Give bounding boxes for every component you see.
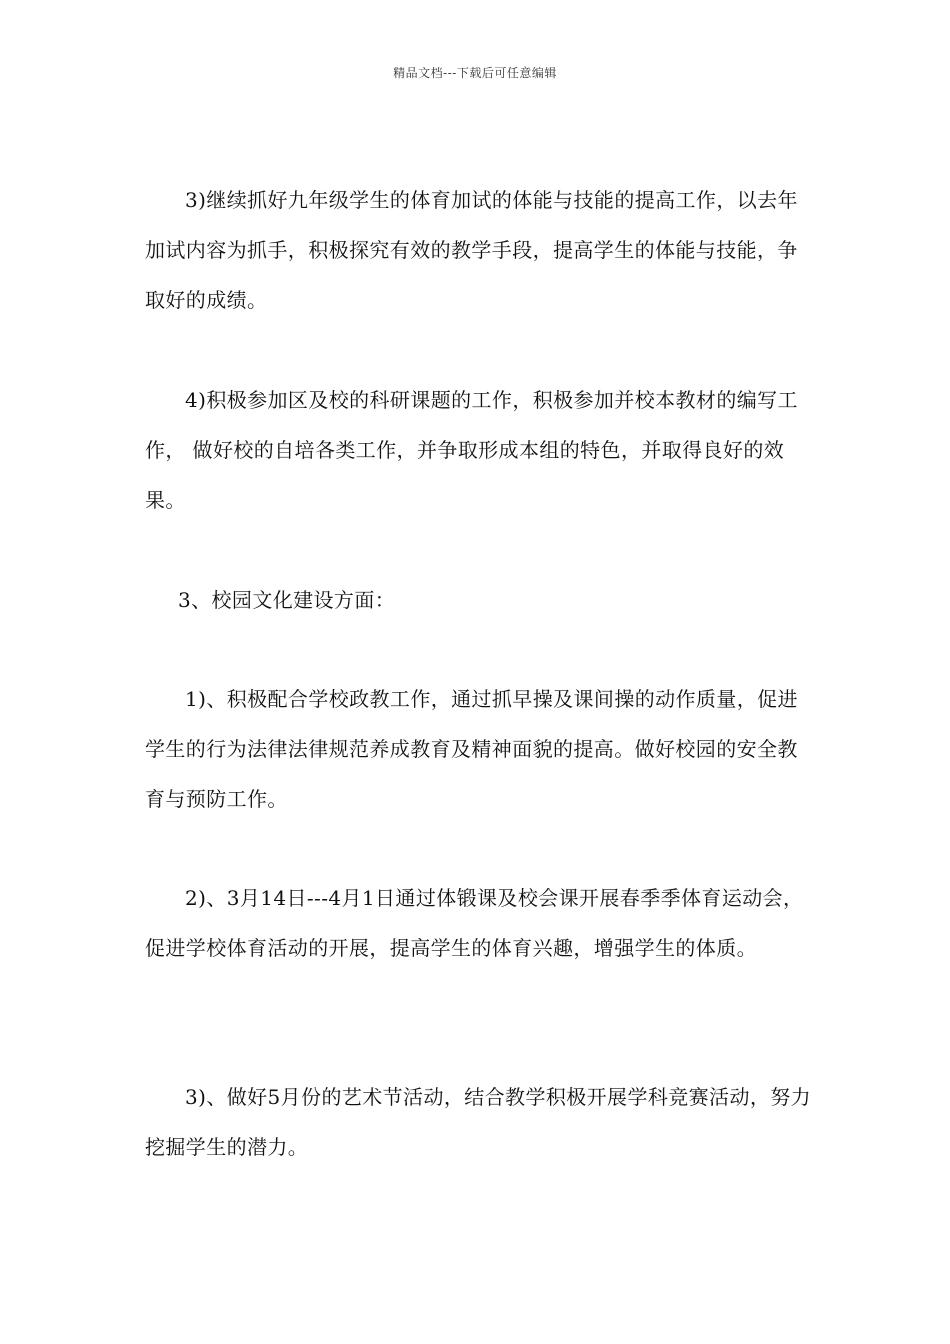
paragraph-fitness-exam: 3)继续抓好九年级学生的体育加试的体能与技能的提高工作，以去年加试内容为抓手，积极探究有效的教学手段，提高学生的体能与技能，争取好的成绩。: [145, 188, 798, 312]
section-heading-campus-culture: 3、校园文化建设方面：: [178, 588, 396, 612]
paragraph-research-topics: 4)积极参加区及校的科研课题的工作，积极参加并校本教材的编写工作， 做好校的自培各类工作，并争取形成本组的特色，并取得良好的效果。: [145, 388, 798, 512]
paragraph-art-festival: 3)、做好5月份的艺术节活动，结合教学积极开展学科竞赛活动，努力挖掘学生的潜力。: [145, 1085, 812, 1159]
paragraph-sports-meet: 2)、3月14日---4月1日通过体锻课及校会课开展春季季体育运动会，促进学校体育活动的开展，提高学生的体育兴趣，增强学生的体质。: [145, 886, 804, 960]
page-header: 精品文档---下载后可任意编辑: [393, 66, 557, 80]
paragraph-exercise-quality: 1)、积极配合学校政教工作，通过抓早操及课间操的动作质量，促进学生的行为法律法律规范养成教育及精神面貌的提高。做好校园的安全教育与预防工作。: [145, 687, 798, 811]
